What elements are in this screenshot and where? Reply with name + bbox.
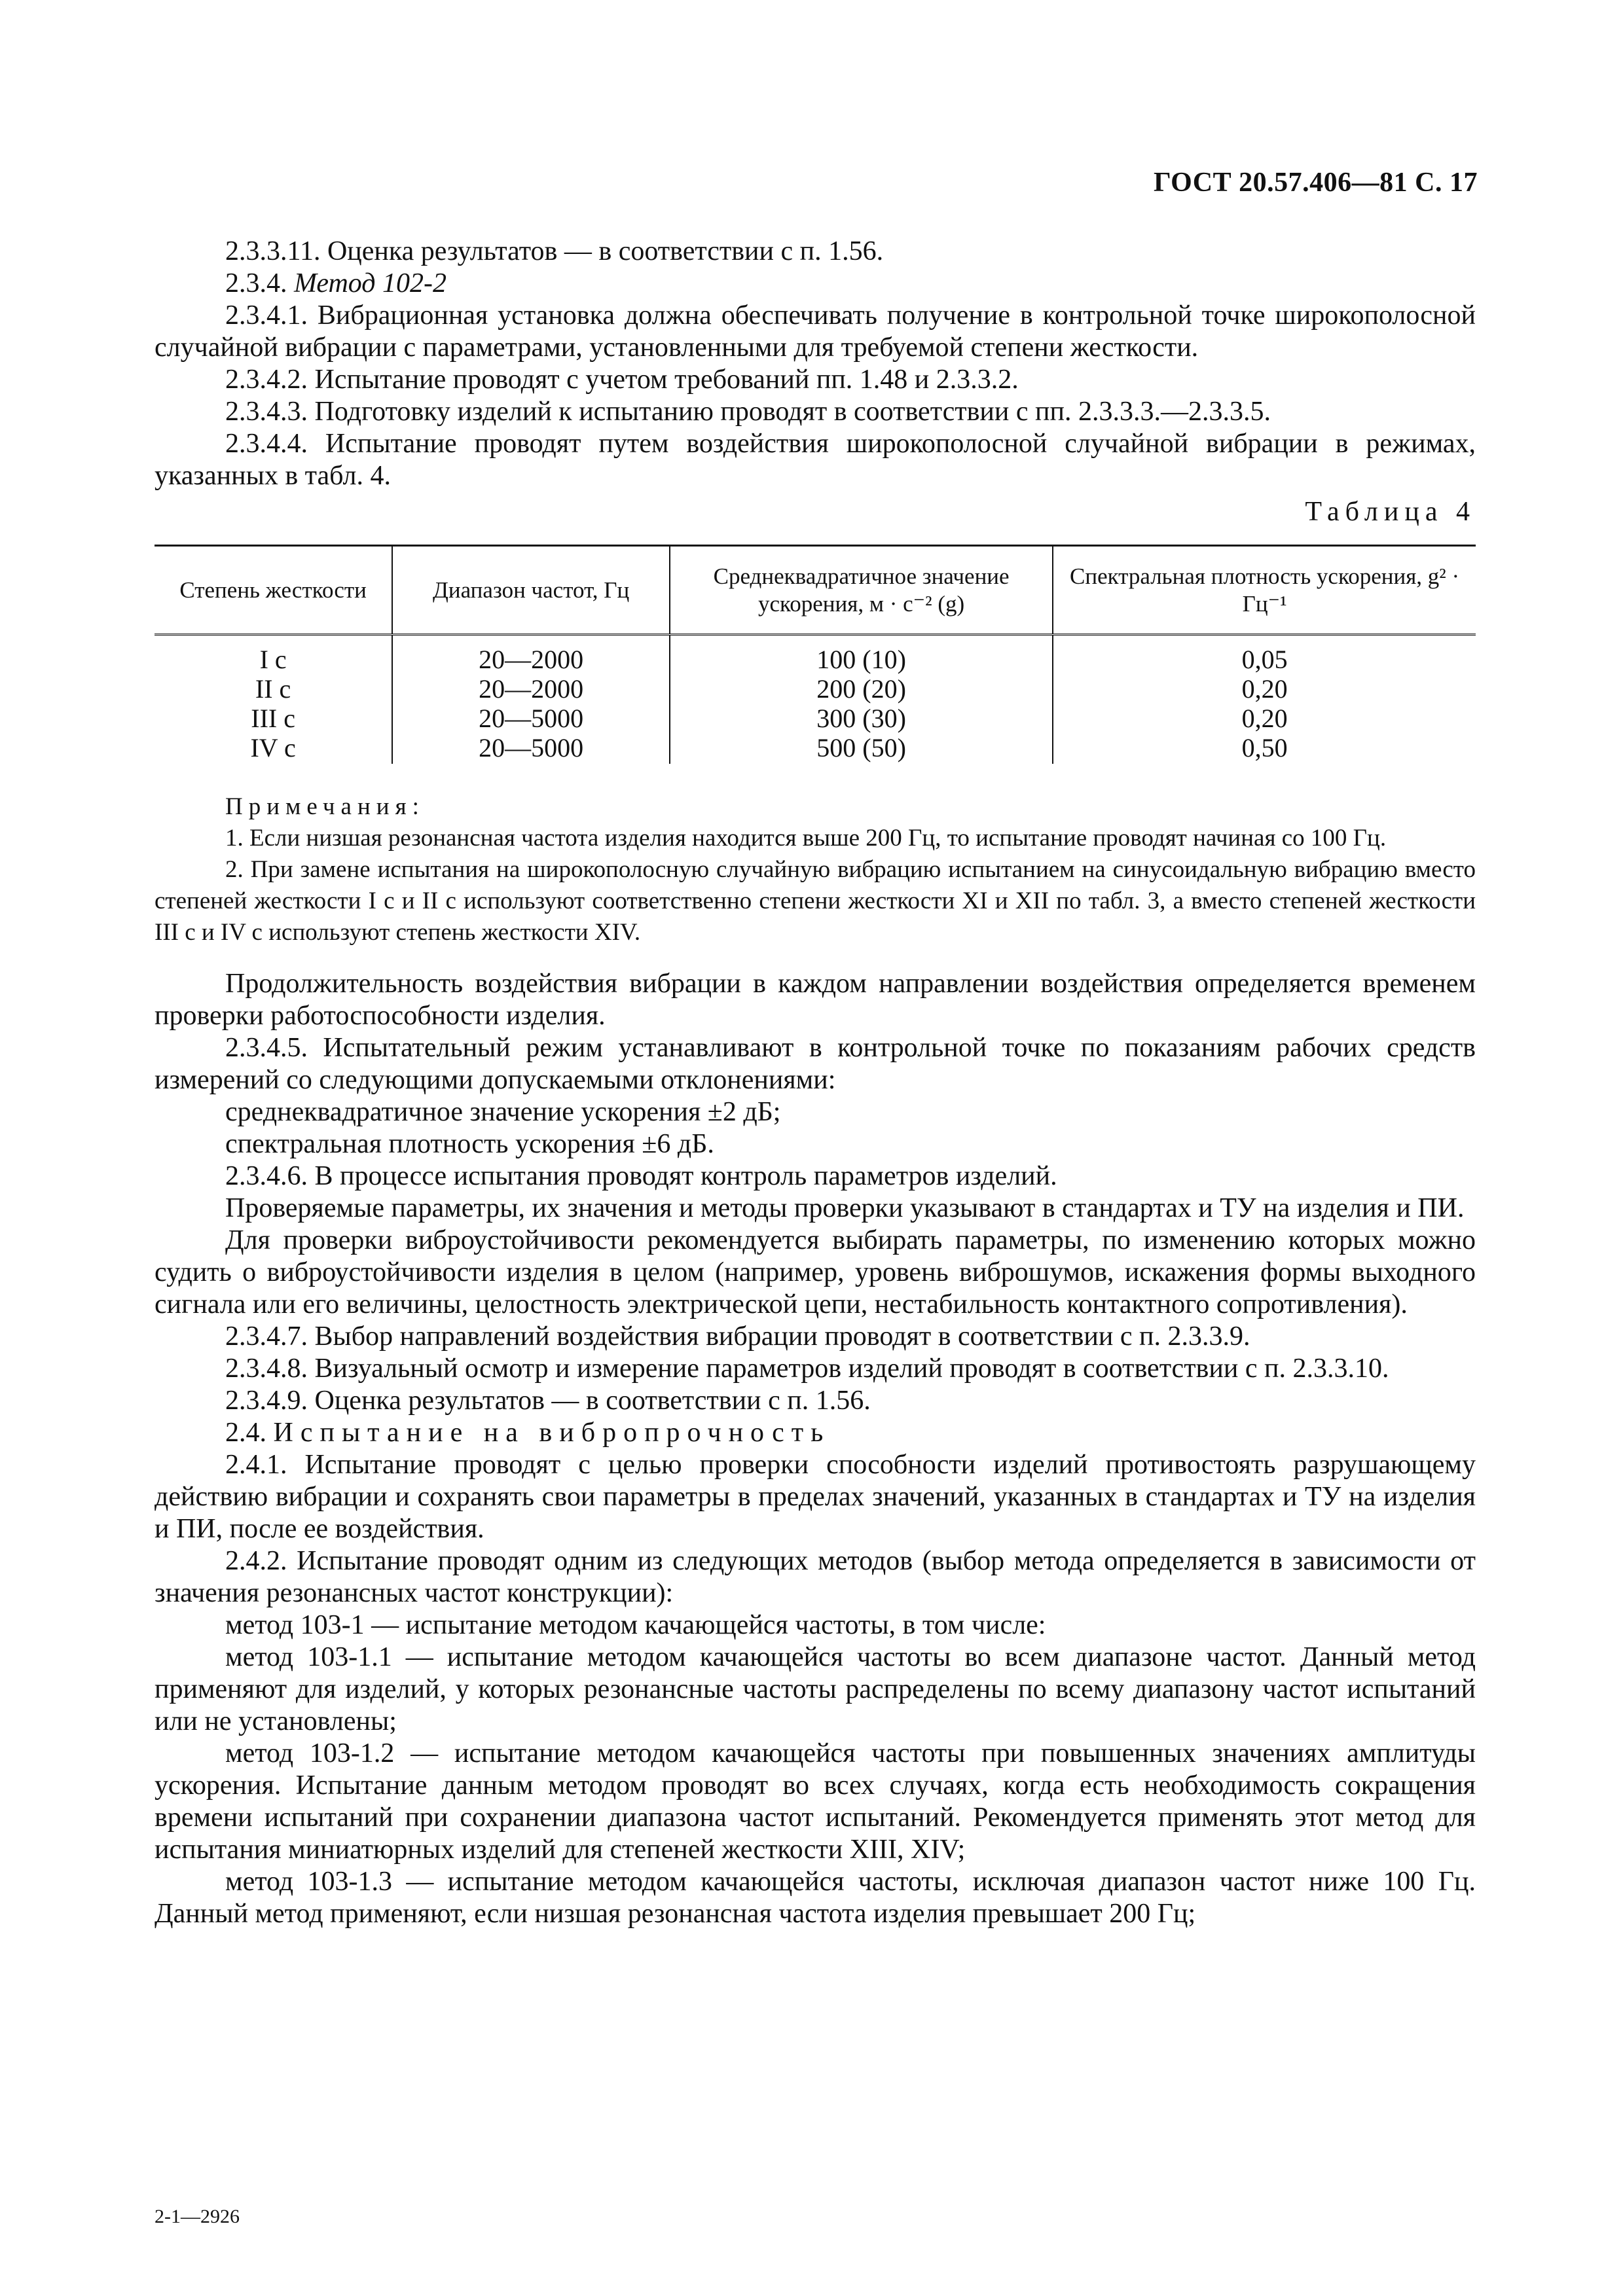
table-cell: 0,50 [1053,733,1476,764]
paragraph: среднеквадратичное значение ускорения ±2 дБ; [225,1097,781,1127]
table-cell: 20—5000 [392,733,670,764]
section-heading [155,1417,1476,1449]
paragraph: 2.3.4.1. Вибрационная установка должна обеспечивать получение в контрольной точке широкополосной случайной вибрации с параметрами, установленными для требуемой степени жесткости. [155,300,1476,363]
table-cell: 200 (20) [670,674,1053,704]
section-number: 2.4. [225,1418,274,1448]
paragraph: 2.3.3.11. Оценка результатов — в соответствии с п. 1.56. [225,236,884,266]
paragraph: 2.3.4.8. Визуальный осмотр и измерение параметров изделий проводят в соответствии с п. 2.3.3.10. [225,1354,1389,1384]
paragraph: 2.3.4.2. Испытание проводят с учетом требований пп. 1.48 и 2.3.3.2. [225,365,1019,395]
paragraph: Для проверки виброустойчивости рекомендуется выбирать параметры, по изменению которых можно судить о виброустойчивости изделия в целом (например, уровень виброшумов, искажения формы выходного сигнала или его величины, целостность электрической цепи, нестабильность контактного сопротивления). [155,1225,1476,1319]
table-header-cell: Среднеквадратичное значение ускорения, м · с⁻² (g) [670,546,1053,635]
paragraph: спектральная плотность ускорения ±6 дБ. [225,1129,714,1159]
table-notes [155,791,1476,948]
notes-title: Примечания: [225,793,425,820]
paragraph: Продолжительность воздействия вибрации в каждом направлении воздействия определяется временем проверки работоспособности изделия. [155,969,1476,1031]
paragraph: 2.3.4.7. Выбор направлений воздействия вибрации проводят в соответствии с п. 2.3.3.9. [225,1321,1250,1352]
page-header: ГОСТ 20.57.406—81 С. 17 [1153,168,1478,198]
paragraph: метод 103-1.3 — испытание методом качающейся частоты, исключая диапазон частот ниже 100 Гц. Данный метод применяют, если низшая резонансная частота изделия превышает 200 Гц; [155,1867,1476,1929]
table-cell: 500 (50) [670,733,1053,764]
table-cell: II с [255,674,291,704]
table-cell: 0,05 [1053,635,1476,675]
table-cell: 0,20 [1053,704,1476,733]
paragraph: метод 103-1 — испытание методом качающейся частоты, в том числе: [225,1610,1046,1640]
paragraph: 2.3.4.6. В процессе испытания проводят контроль параметров изделий. [225,1161,1057,1191]
note-item: 2. При замене испытания на широкополосную случайную вибрацию испытанием на синусоидальную вибрацию вместо степеней жесткости I с и II с используют соответственно степени жесткости XI и XII по табл. 3, а вместо степеней жесткости III с и IV с используют степень жесткости XIV. [155,856,1476,946]
paragraph: 2.3.4.3. Подготовку изделий к испытанию проводят в соответствии с пп. 2.3.3.3.—2.3.3.5. [225,397,1271,427]
table-header-cell: Спектральная плотность ускорения, g² · Гц⁻¹ [1053,546,1476,635]
page-footer: 2-1—2926 [155,2206,240,2227]
table-cell: 20—2000 [392,674,670,704]
table-header-row [155,546,1476,635]
paragraph: Проверяемые параметры, их значения и методы проверки указывают в стандартах и ТУ на изделия и ПИ. [225,1193,1465,1223]
note-item: 1. Если низшая резонансная частота изделия находится выше 200 Гц, то испытание проводят начиная со 100 Гц. [225,825,1387,852]
table-cell: 300 (30) [670,704,1053,733]
table-row [155,635,1476,675]
section-title: Испытание на вибропрочность [273,1418,831,1448]
table-header-cell: Диапазон частот, Гц [392,546,670,635]
paragraph: 2.3.4.9. Оценка результатов — в соответствии с п. 1.56. [225,1386,871,1416]
paragraph: 2.3.4.5. Испытательный режим устанавливают в контрольной точке по показаниям рабочих средств измерений со следующими допускаемыми отклонениями: [155,1033,1476,1095]
table-caption: Таблица 4 [1305,497,1476,527]
table-row [155,674,1476,704]
table-cell: 0,20 [1053,674,1476,704]
document-body [155,236,1476,1930]
paragraph: метод 103-1.1 — испытание методом качающейся частоты во всем диапазоне частот. Данный метод применяют для изделий, у которых резонансные частоты распределены по всему диапазону частот испытаний или не установлены; [155,1642,1476,1736]
table-cell: IV с [250,733,296,762]
table-cell: III с [251,704,295,733]
method-heading [155,268,1476,300]
paragraph: метод 103-1.2 — испытание методом качающейся частоты при повышенных значениях амплитуды ускорения. Испытание данным методом проводят во всех случаях, когда есть необходимость сокращения времени испытаний при сохранении диапазона частот испытаний. Рекомендуется применять этот метод для испытания миниатюрных изделий для степеней жесткости XIII, XIV; [155,1738,1476,1865]
table-row [155,704,1476,733]
table-cell: I с [259,645,287,674]
paragraph: 2.3.4.4. Испытание проводят путем воздействия широкополосной случайной вибрации в режимах, указанных в табл. 4. [155,429,1476,491]
paragraph: 2.4.2. Испытание проводят одним из следующих методов (выбор метода определяется в зависимости от значения резонансных частот конструкции): [155,1546,1476,1608]
table-cell: 100 (10) [670,635,1053,675]
table-header-cell: Степень жесткости [155,546,392,635]
table-cell: 20—5000 [392,704,670,733]
method-name: Метод 102-2 [294,268,447,298]
paragraph: 2.4.1. Испытание проводят с целью проверки способности изделий противостоять разрушающему действию вибрации и сохранять свои параметры в пределах значений, указанных в стандартах и ТУ на изделия и ПИ, после ее воздействия. [155,1450,1476,1544]
table-row [155,733,1476,764]
table-4 [155,545,1476,764]
table-cell: 20—2000 [392,635,670,675]
method-number: 2.3.4. [225,268,294,298]
